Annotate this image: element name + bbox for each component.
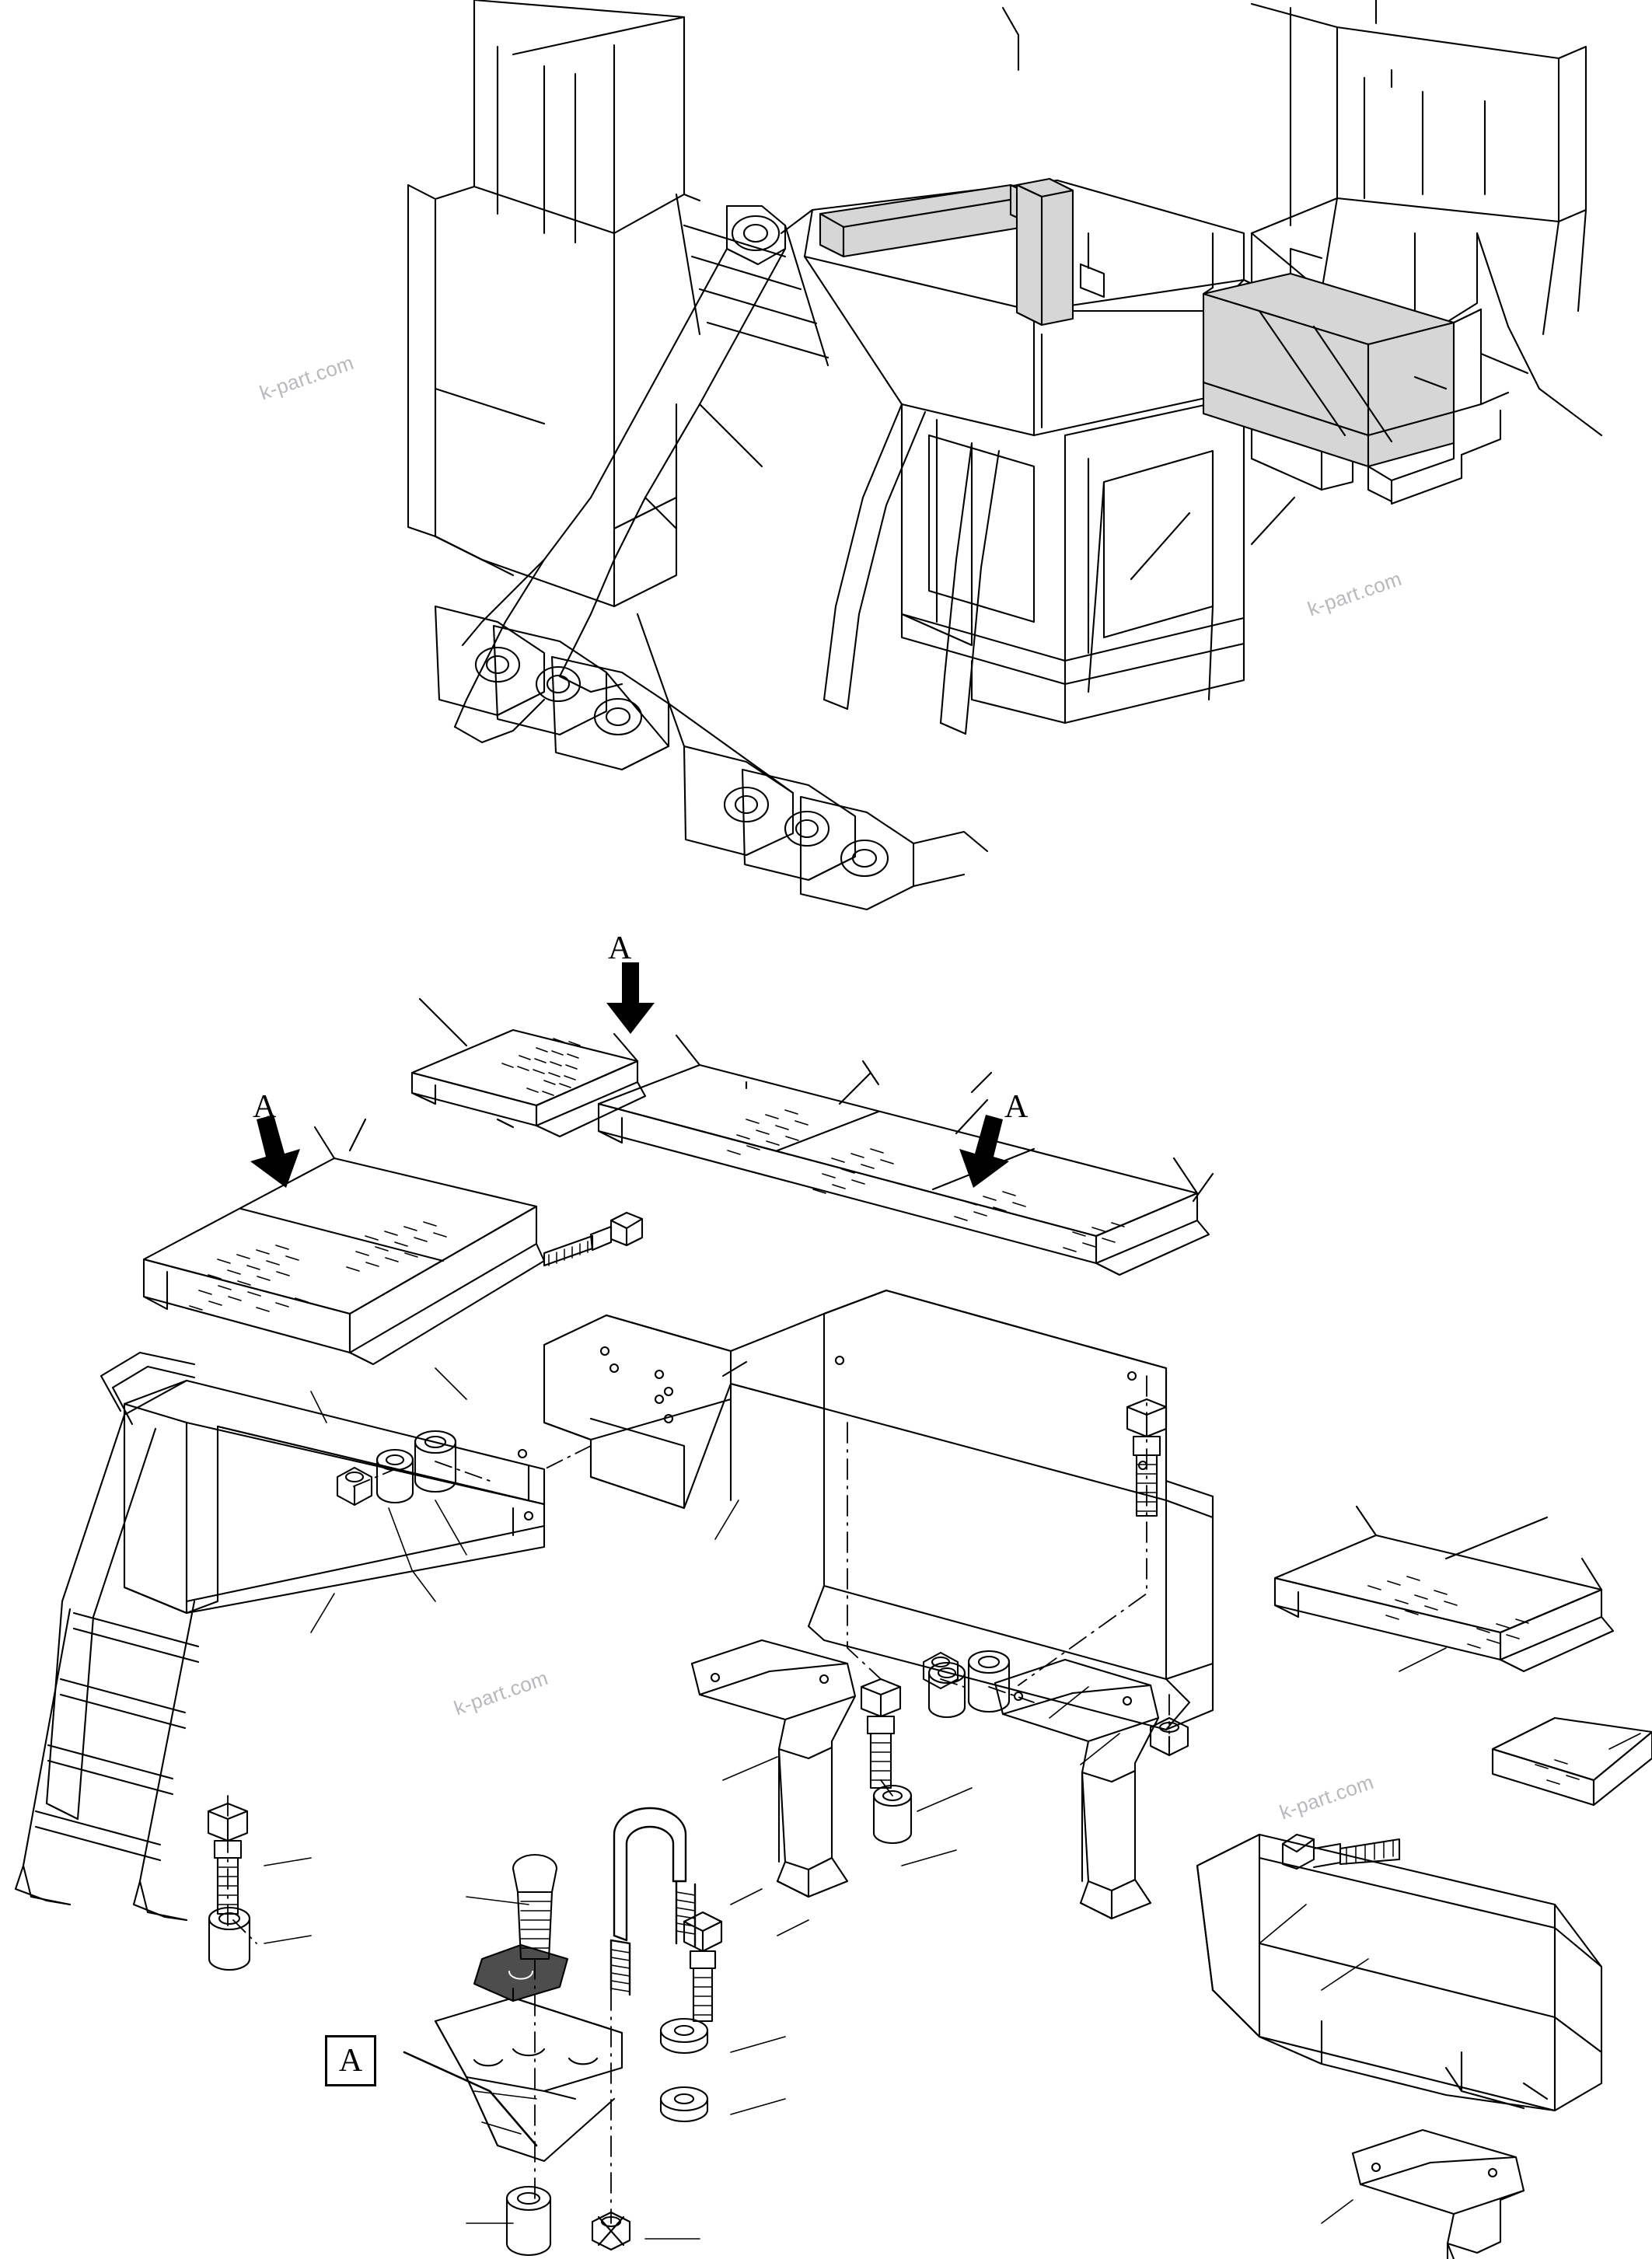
part-mounting-bracket-2 [995,1660,1158,1919]
part-step-plate-right-lower [1275,1507,1613,1671]
part-wedge-plate [1493,1718,1652,1805]
callout-arrows [250,962,1009,1188]
part-handrail-walkway-left [16,1353,544,1920]
part-washer-1 [661,2019,707,2053]
part-mounting-bracket-3 [1353,2130,1524,2259]
part-spacer-sleeve-7 [507,2187,550,2255]
part-step-plate-small [412,999,645,1136]
part-spacer-sleeve-1 [377,1450,413,1503]
watermark: k-part.com [451,1666,551,1720]
part-hex-bolt-1 [544,1213,642,1266]
part-main-support-bracket [544,1290,1213,1730]
part-spacer-sleeve-3 [929,1663,965,1717]
watermark: k-part.com [1277,1770,1377,1824]
part-u-bolt [611,1808,695,1995]
watermark: k-part.com [257,351,357,405]
part-washer-2 [661,2087,707,2121]
part-step-plate-left [144,1119,544,1364]
detail-view-label-a: A [325,2035,376,2086]
machine-overview-group [408,0,1601,910]
exploded-view-group [16,999,1652,2259]
part-hex-bolt-3 [861,1679,900,1788]
callout-label-a-top: A [608,930,632,966]
part-step-plate-large [599,1035,1213,1275]
watermark: k-part.com [1304,567,1405,621]
part-round-head-bolt [513,1855,557,1959]
part-hex-bolt-5 [684,1912,721,2021]
detail-a-plate-assembly [435,1945,622,2161]
callout-label-a-right: A [1004,1089,1029,1125]
callout-label-a-left: A [253,1089,277,1125]
part-spacer-sleeve-4 [969,1651,1009,1712]
part-spacer-sleeve-5 [209,1908,250,1970]
part-handrail-walkway-right [1197,1835,1601,2111]
part-spacer-sleeve-6 [874,1786,911,1843]
part-mounting-bracket-1 [692,1640,855,1897]
